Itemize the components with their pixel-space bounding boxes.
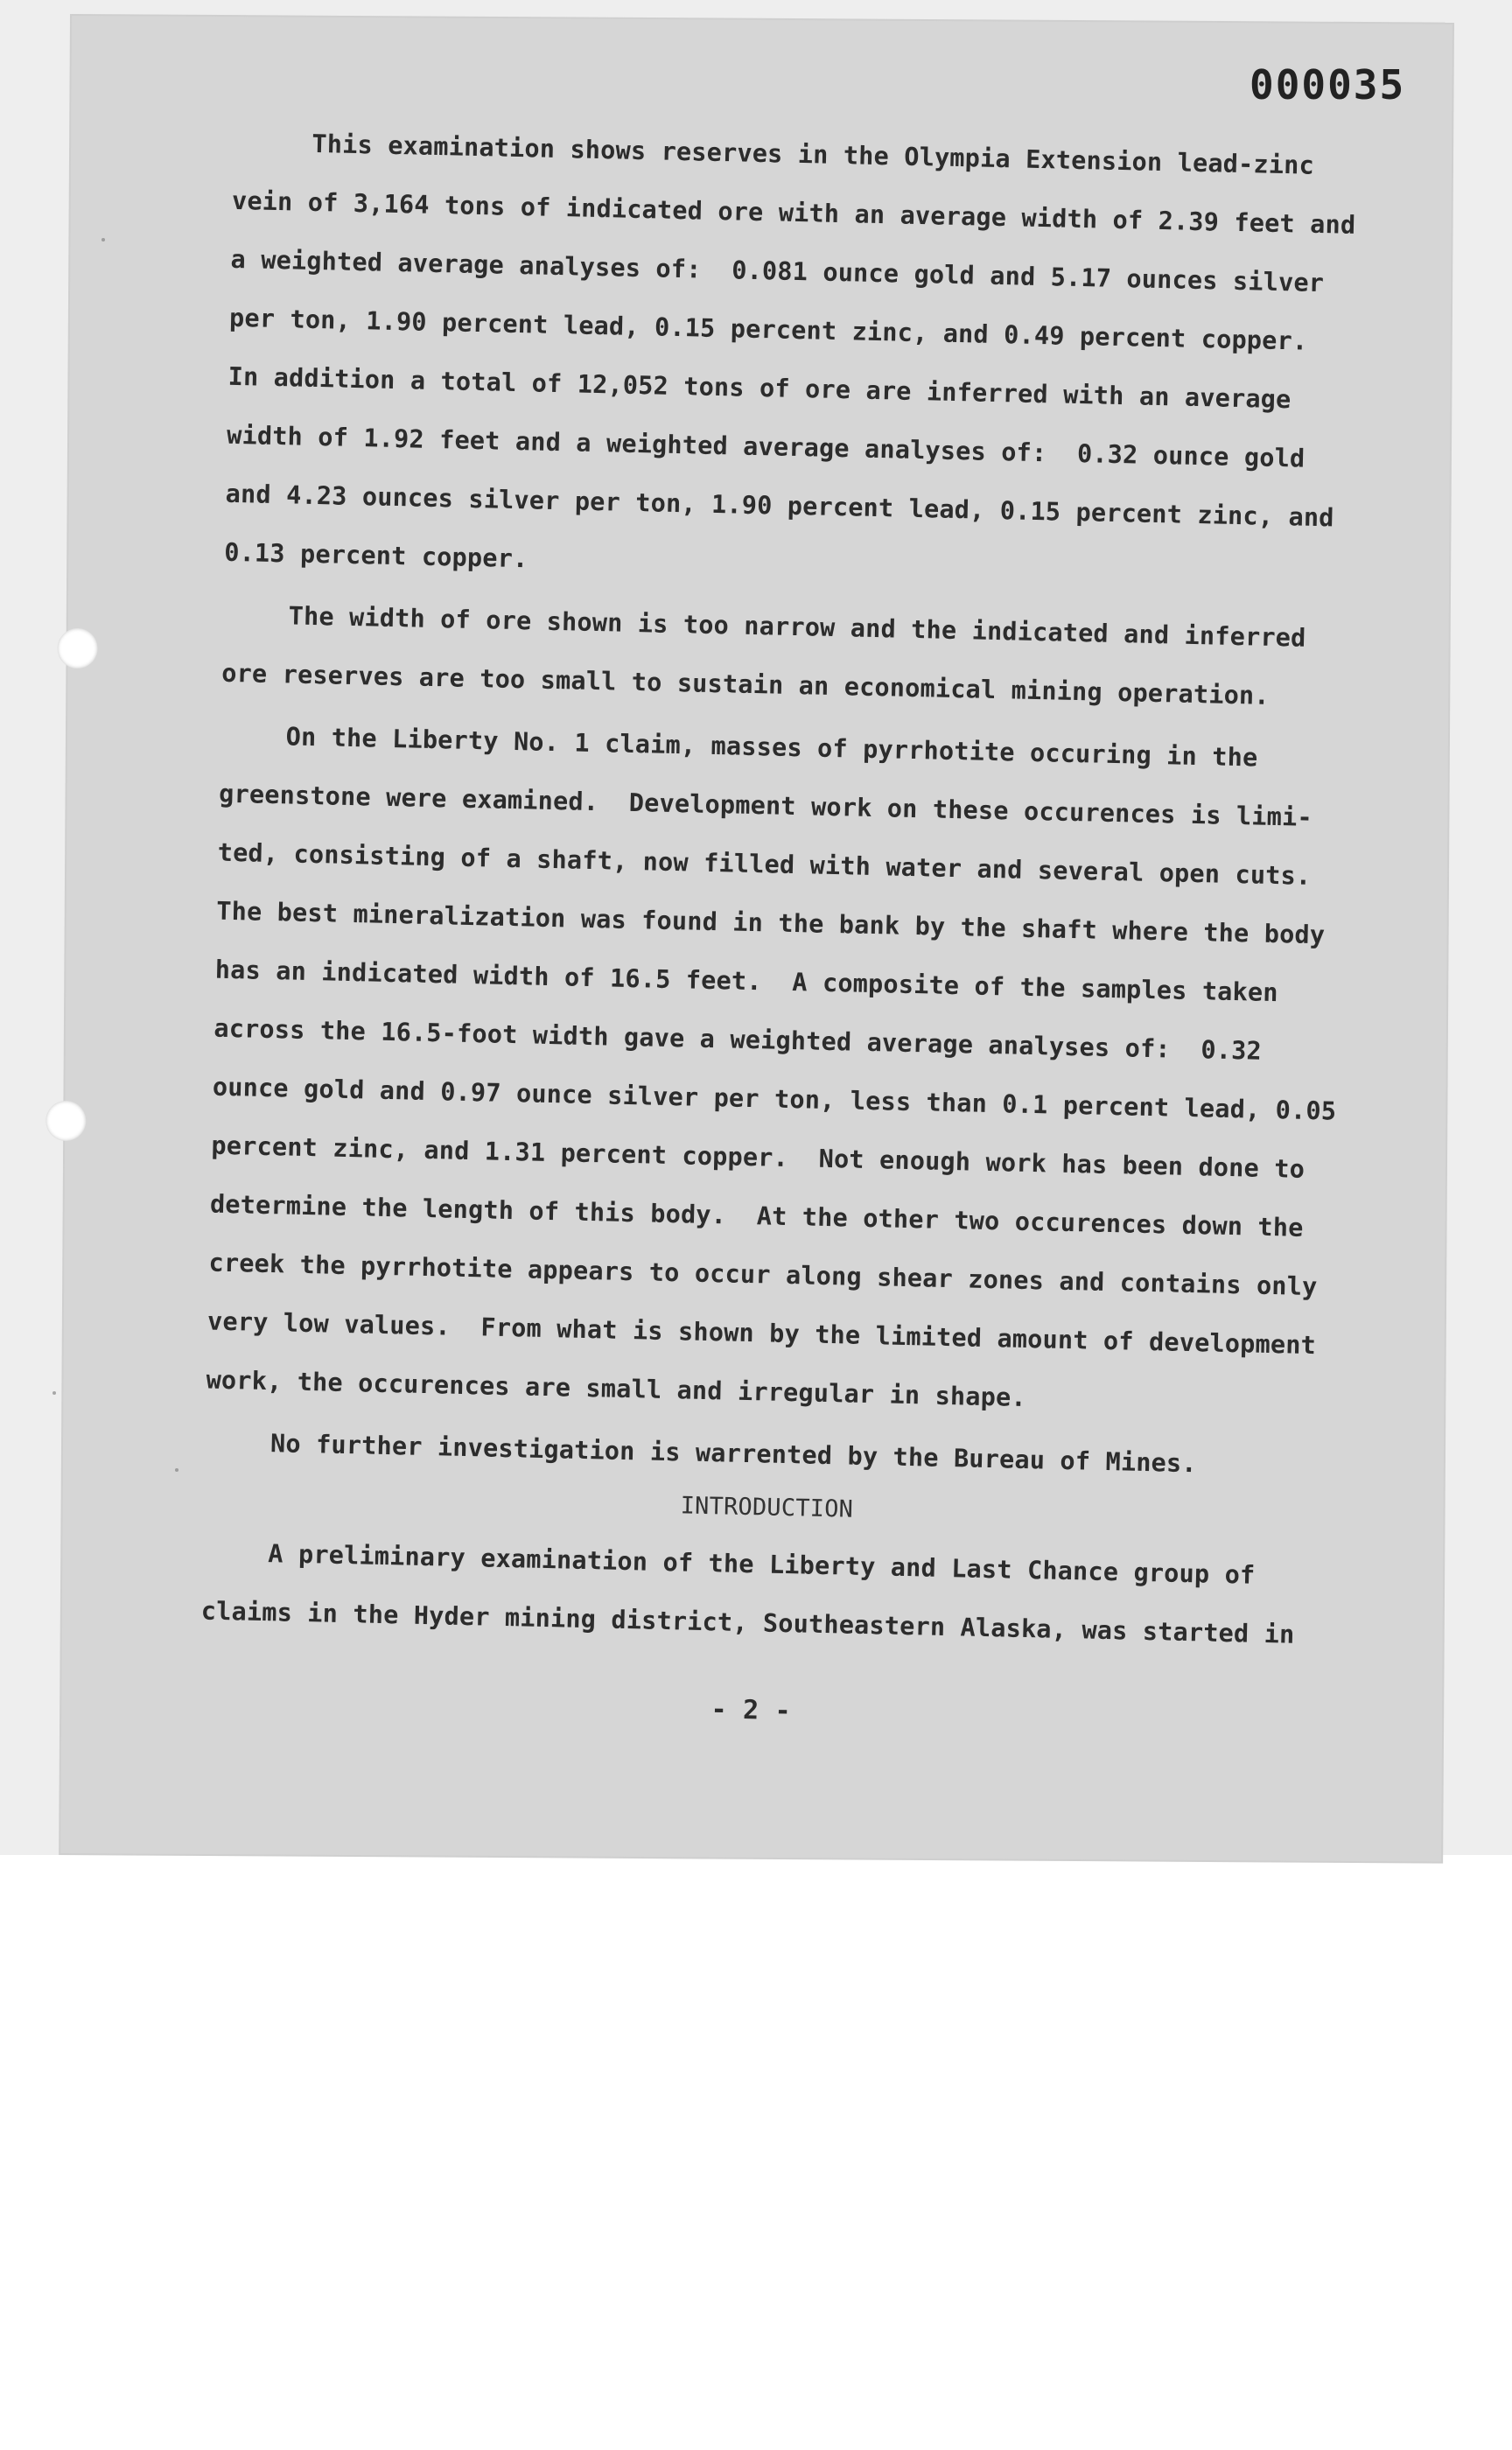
text-line: very low values. From what is shown by the limited amount of development: [206, 1306, 1317, 1361]
text-line: percent zinc, and 1.31 percent copper. Not enough work has been done to: [211, 1130, 1306, 1184]
text-line: No further investigation is warrented by the Bureau of Mines.: [270, 1429, 1198, 1479]
text-line: vein of 3,164 tons of indicated ore with an average width of 2.39 feet and: [231, 186, 1356, 240]
text-line: determine the length of this body. At the other two occurences down the: [209, 1189, 1304, 1242]
text-line: across the 16.5-foot width gave a weighted average analyses of: 0.32: [214, 1013, 1263, 1066]
text-line: width of 1.92 feet and a weighted average analyses of: 0.32 ounce gold: [226, 420, 1306, 473]
text-line: 0.13 percent copper.: [223, 537, 528, 574]
text-line: greenstone were examined. Development work on these occurences is limi-: [218, 779, 1313, 832]
text-line: The width of ore shown is too narrow and the indicated and inferred: [288, 601, 1306, 653]
scan-speck: [102, 238, 105, 242]
text-line: work, the occurences are small and irregular in shape.: [206, 1365, 1027, 1412]
text-line: per ton, 1.90 percent lead, 0.15 percent zinc, and 0.49 percent copper.: [228, 303, 1308, 356]
text-line: ounce gold and 0.97 ounce silver per ton, less than 0.1 percent lead, 0.05: [212, 1072, 1337, 1126]
text-line: The best mineralization was found in the bank by the shaft where the body: [215, 896, 1326, 950]
text-line: In addition a total of 12,052 tons of ore are inferred with an average: [228, 361, 1292, 415]
text-line: On the Liberty No. 1 claim, masses of pyrrhotite occuring in the: [285, 722, 1258, 773]
section-heading-introduction: INTRODUCTION: [680, 1492, 854, 1523]
scan-speck: [175, 1468, 178, 1472]
text-line: claims in the Hyder mining district, Southeastern Alaska, was started in: [200, 1596, 1295, 1649]
page-number: - 2 -: [710, 1694, 792, 1727]
text-line: and 4.23 ounces silver per ton, 1.90 percent lead, 0.15 percent zinc, and: [225, 479, 1334, 533]
text-line: has an indicated width of 16.5 feet. A composite of the samples taken: [214, 955, 1279, 1008]
scan-speck: [52, 1391, 56, 1395]
text-line: creek the pyrrhotite appears to occur along shear zones and contains only: [208, 1248, 1318, 1302]
text-line: a weighted average analyses of: 0.081 ounce gold and 5.17 ounces silver: [230, 244, 1325, 298]
document-number: 000035: [1250, 61, 1406, 108]
text-line: This examination shows reserves in the Olympia Extension lead-zinc: [312, 129, 1315, 180]
text-line: A preliminary examination of the Liberty and Last Chance group of: [267, 1539, 1256, 1590]
text-line: ted, consisting of a shaft, now filled with water and several open cuts.: [217, 837, 1312, 891]
text-line: ore reserves are too small to sustain an economical mining operation.: [220, 658, 1270, 710]
